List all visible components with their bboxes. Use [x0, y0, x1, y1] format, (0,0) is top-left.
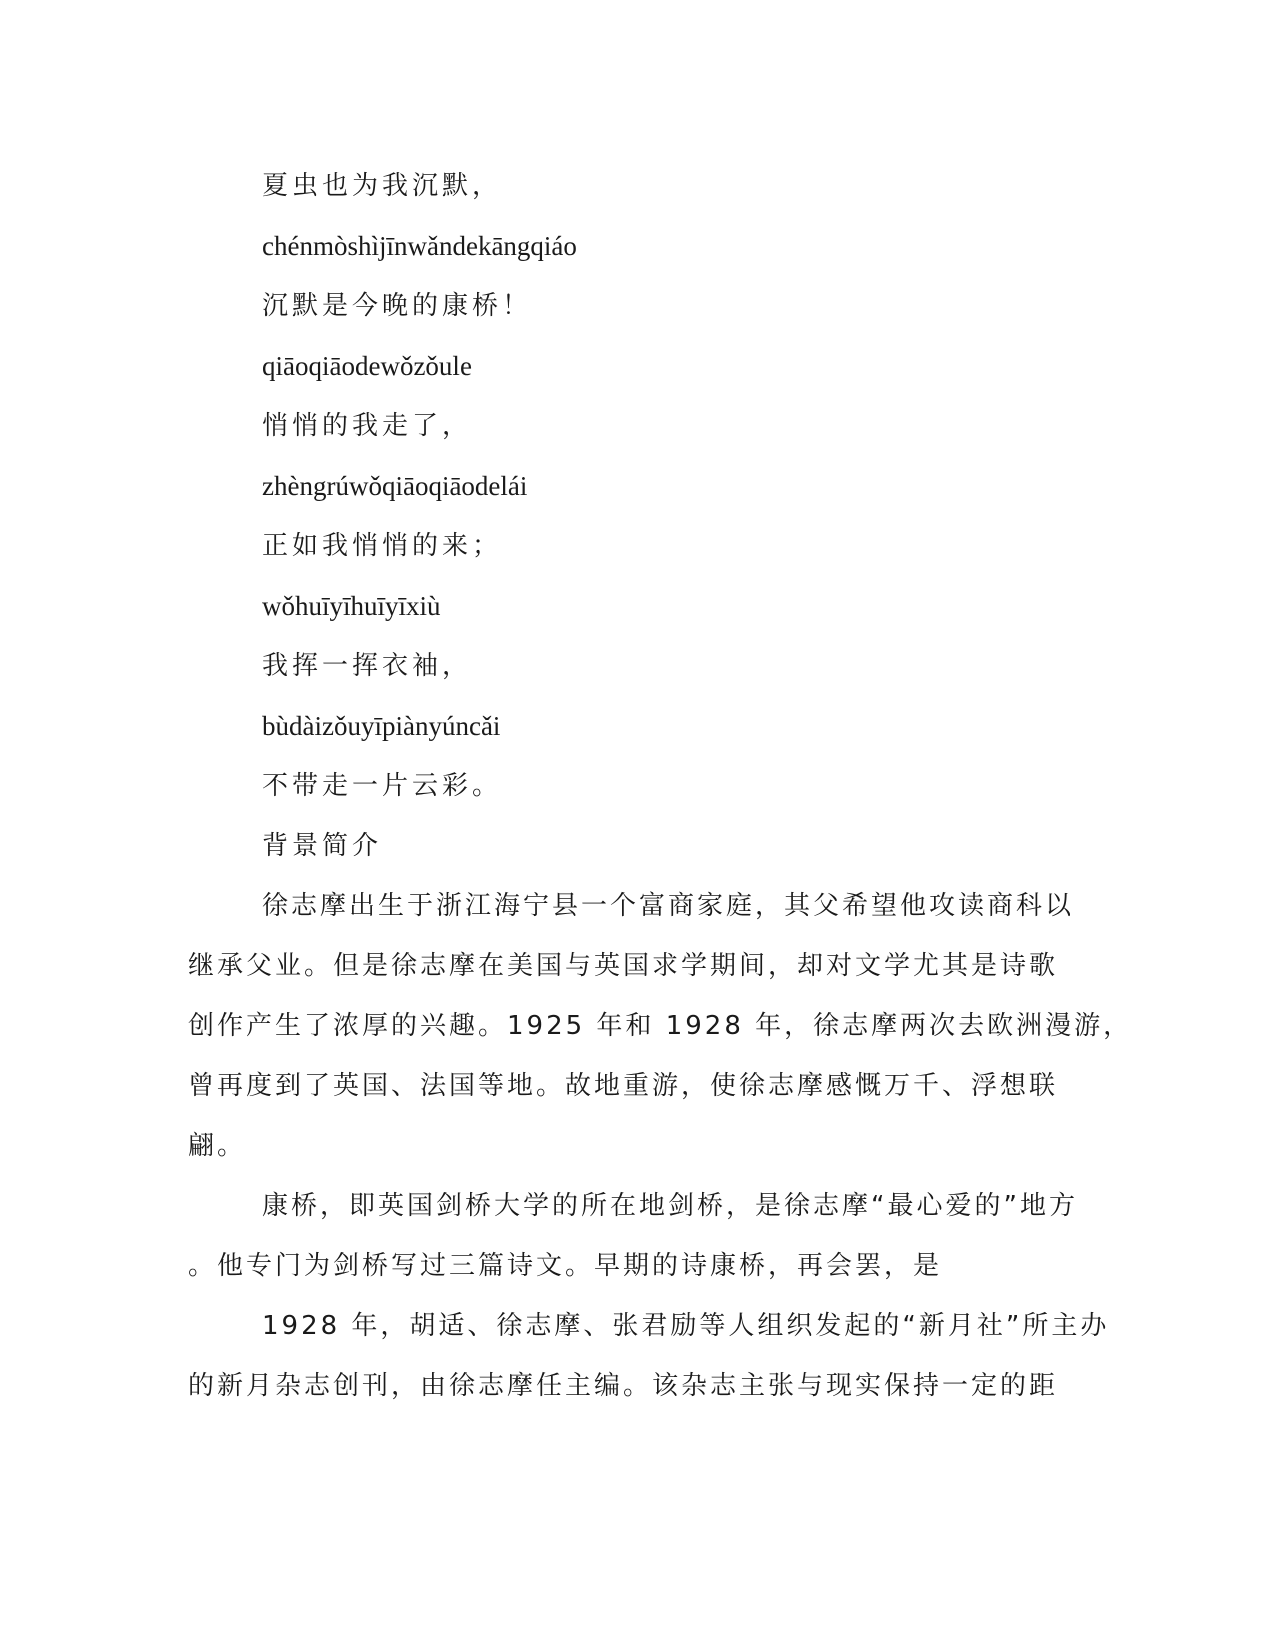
paragraph-line: 曾再度到了英国、法国等地。故地重游，使徐志摩感慨万千、浮想联 — [188, 1071, 1059, 1101]
poem-line-chinese: 我挥一挥衣袖， — [262, 651, 473, 681]
paragraph-line: 的新月杂志创刊，由徐志摩任主编。该杂志主张与现实保持一定的距 — [188, 1371, 1059, 1401]
poem-line-chinese: 正如我悄悄的来； — [262, 531, 503, 561]
poem-line-pinyin: qiāoqiāodewǒzǒule — [262, 351, 472, 381]
paragraph-line: 徐志摩出生于浙江海宁县一个富商家庭，其父希望他攻读商科以 — [262, 891, 1075, 921]
poem-line-chinese: 悄悄的我走了， — [262, 411, 473, 441]
paragraph-line: 继承父业。但是徐志摩在美国与英国求学期间，却对文学尤其是诗歌 — [188, 951, 1059, 981]
poem-line-pinyin: bùdàizǒuyīpiànyúncǎi — [262, 711, 501, 741]
poem-line-chinese: 沉默是今晚的康桥！ — [262, 291, 533, 321]
poem-line-chinese: 夏虫也为我沉默， — [262, 171, 503, 201]
poem-line-pinyin: zhèngrúwǒqiāoqiāodelái — [262, 471, 528, 501]
section-heading: 背景简介 — [262, 831, 383, 861]
paragraph-line: 康桥，即英国剑桥大学的所在地剑桥，是徐志摩“最心爱的”地方 — [262, 1191, 1078, 1221]
poem-line-pinyin: chénmòshìjīnwǎndekāngqiáo — [262, 231, 577, 261]
paragraph-line: 。他专门为剑桥写过三篇诗文。早期的诗康桥，再会罢，是 — [188, 1251, 943, 1281]
poem-line-pinyin: wǒhuīyīhuīyīxiù — [262, 591, 441, 621]
paragraph-line: 创作产生了浓厚的兴趣。1925 年和 1928 年，徐志摩两次去欧洲漫游， — [188, 1011, 1133, 1041]
paragraph-line: 翩。 — [188, 1131, 247, 1161]
paragraph-line: 1928 年，胡适、徐志摩、张君励等人组织发起的“新月社”所主办 — [262, 1311, 1110, 1341]
poem-line-chinese: 不带走一片云彩。 — [262, 771, 503, 801]
